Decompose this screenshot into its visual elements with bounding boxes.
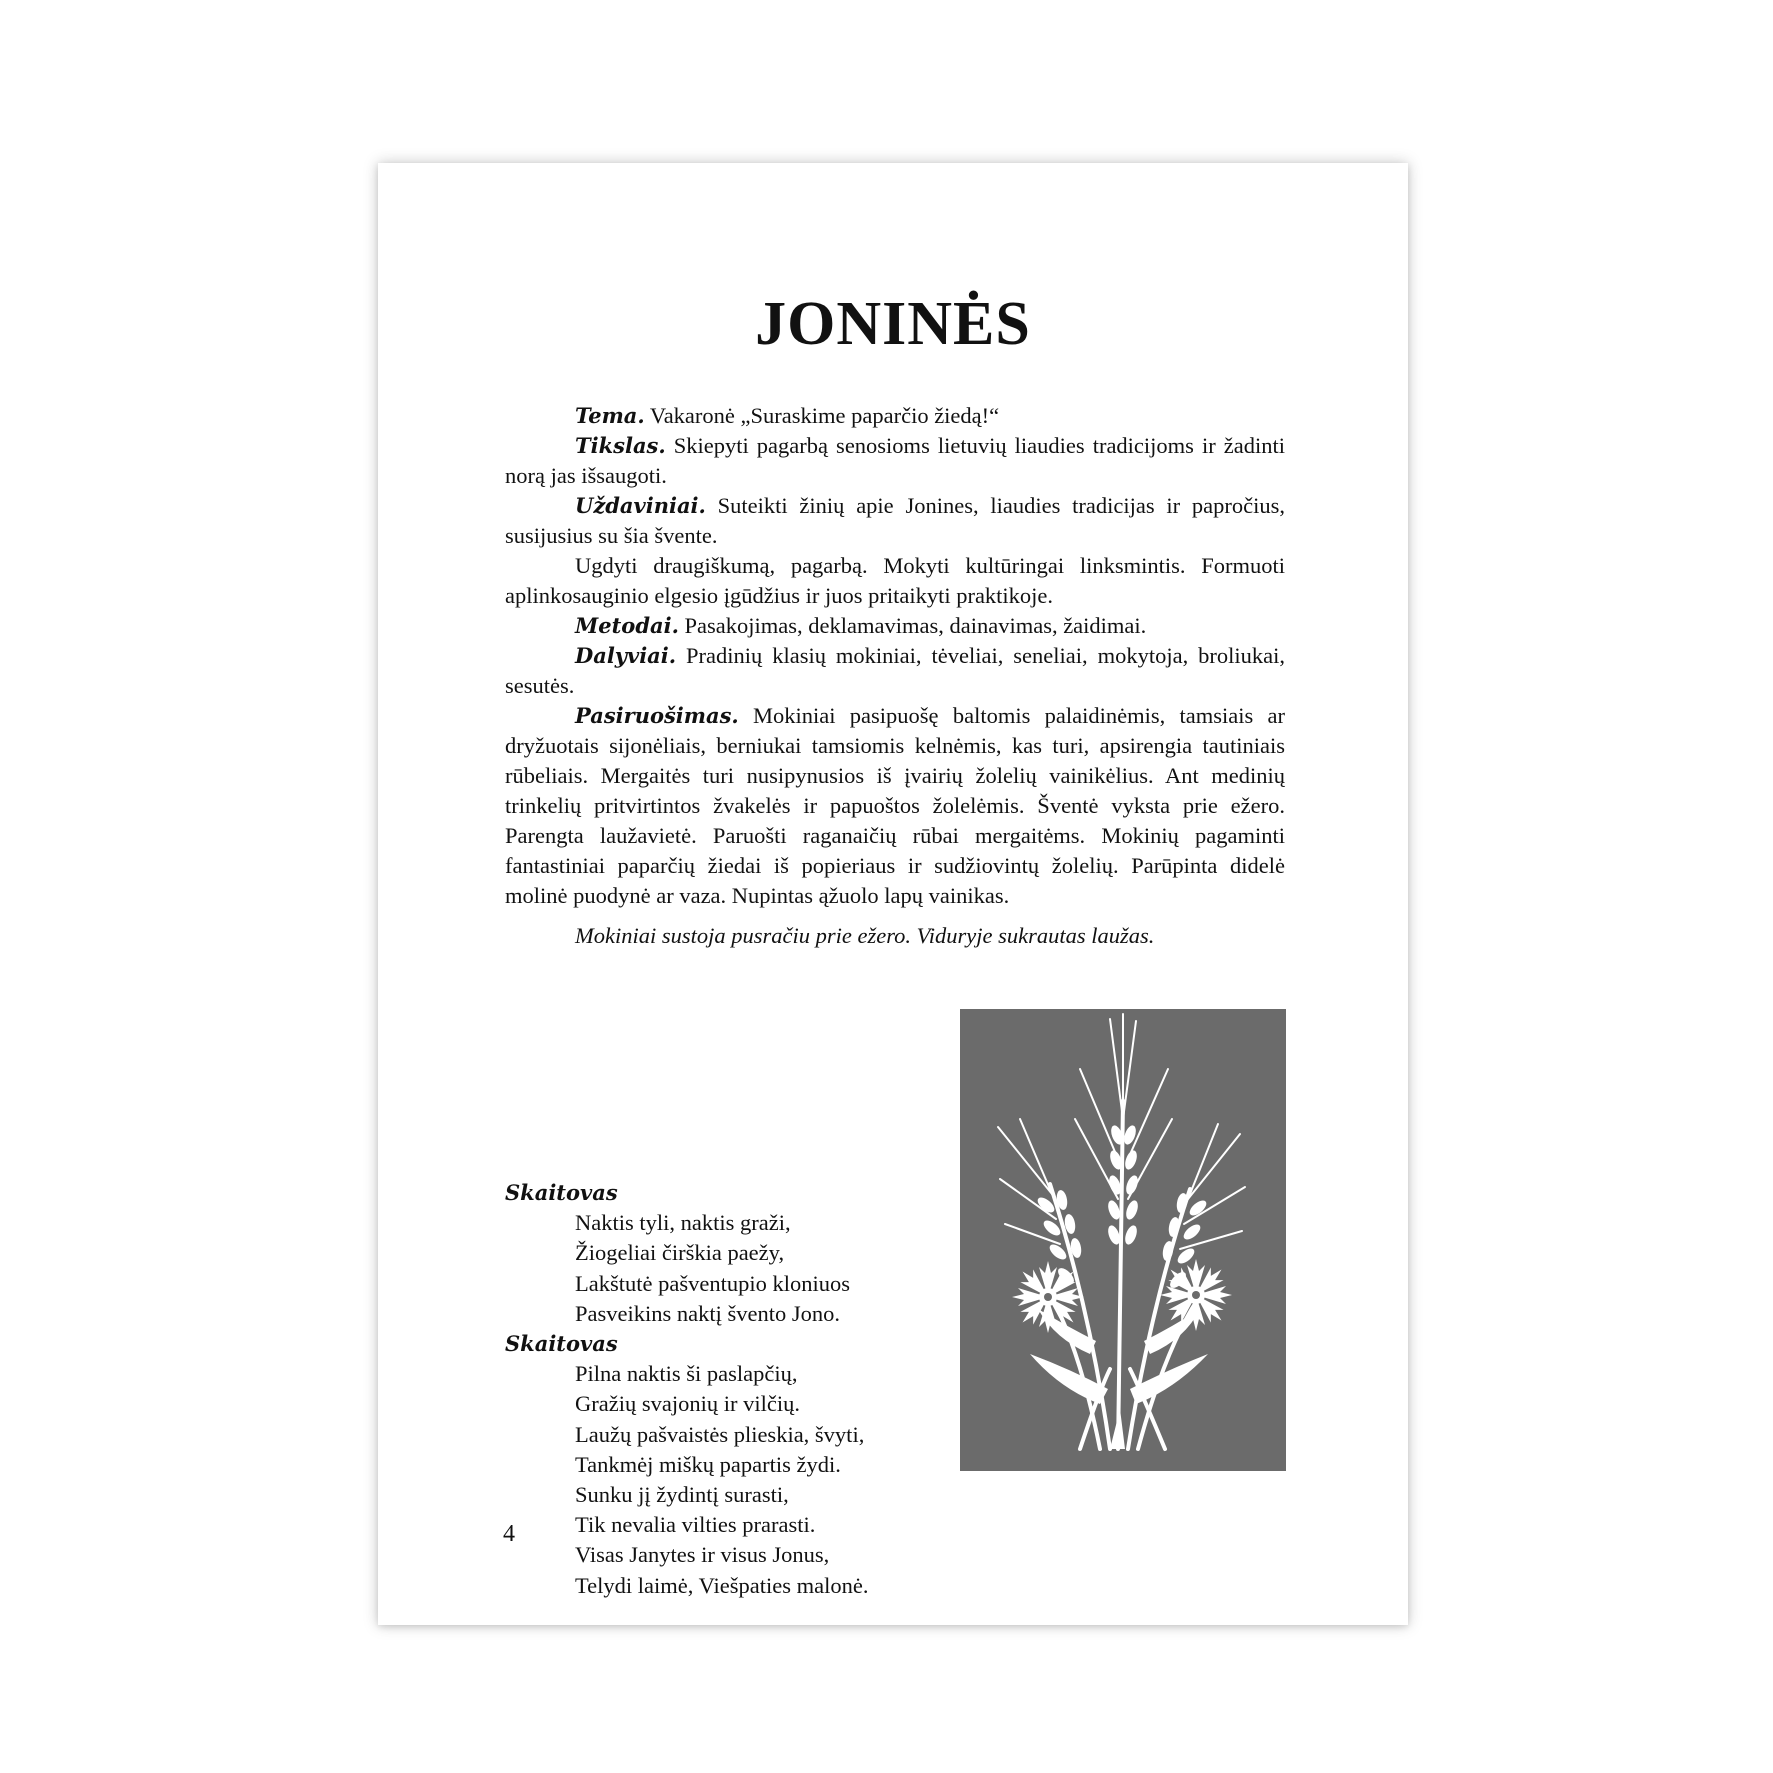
pasiruosimas-label: Pasiruošimas. [575,703,739,728]
tema-label: Tema. [575,403,645,428]
verse-line: Laužų pašvaistės plieskia, švyti, [575,1421,865,1447]
page-title: JONINĖS [755,290,1031,358]
dalyviai-paragraph [505,641,1285,701]
verse-line: Žiogeliai čirškia paežy, [575,1240,785,1266]
dalyviai-label: Dalyviai. [575,643,677,668]
uzdaviniai-label: Uždaviniai. [575,493,706,518]
uzdaviniai-paragraph [505,491,1285,551]
ugdyti-paragraph: Ugdyti draugiškumą, pagarbą. Mokyti kultūringai linksmintis. Formuoti aplinkosauginio elgesio įgūdžius ir juos pritaikyti praktikoje. [505,553,1285,608]
intro-section [505,401,1285,951]
speaker-label: Skaitovas [505,1331,618,1357]
dalyviai-text: Pradinių klasių mokiniai, tėveliai, seneliai, mokytoja, broliukai, sesutės. [505,643,1285,698]
page-number: 4 [503,1521,515,1547]
verse-line: Tik nevalia vilties prarasti. [575,1512,816,1538]
document-page [378,163,1408,1625]
verse-line: Telydi laimė, Viešpaties malonė. [575,1572,869,1598]
tikslas-label: Tikslas. [575,433,666,458]
uzdaviniai-text: Suteikti žinių apie Jonines, liaudies tradicijas ir papročius, susijusius su šia švente. [505,493,1285,548]
tikslas-text: Skiepyti pagarbą senosioms lietuvių liaudies tradicijoms ir žadinti norą jas išsaugoti. [505,433,1285,488]
speaker-label: Skaitovas [505,1180,618,1205]
metodai-label: Metodai. [575,613,679,638]
verse-line: Tankmėj miškų papartis žydi. [575,1451,841,1477]
stage-direction: Mokiniai sustoja pusračiu prie ežero. Viduryje sukrautas laužas. [575,923,1155,948]
verse-line: Visas Janytes ir visus Jonus, [575,1542,830,1568]
metodai-text: Pasakojimas, deklamavimas, dainavimas, žaidimai. [678,613,1147,638]
verse-line: Gražių svajonių ir vilčių. [575,1391,800,1417]
tema-text: Vakaronė „Suraskime paparčio žiedą!“ [644,403,1000,428]
pasiruosimas-text: Mokiniai pasipuošę baltomis palaidinėmis, tamsiais ar dryžuotais sijonėliais, berniukai tamsiomis kelnėmis, kas turi, apsirengia tautiniais rūbeliais. Mergaitės turi nusipynusios iš įvairių žolelių vainikėlius. Ant medinių trinkelių pritvirtintos žvakelės ir papuoštos žolelėmis. Šventė vyksta prie ežero. Parengta laužavietė. Paruošti raganaičių rūbai mergaitėms. Mokinių pagaminti fantastiniai paparčių žiedai iš popieriaus ir sudžiovintų žolelių. Parūpinta didelė molinė puodynė ar vaza. Nupintas ąžuolo lapų vainikas. [505,703,1285,908]
verse-section [505,1178,965,1601]
pasiruosimas-paragraph [505,701,1285,911]
verse-line: Sunku jį žydintį surasti, [575,1482,789,1508]
verse-line: Lakštutė pašventupio kloniuos [575,1270,850,1296]
verse-line: Pilna naktis ši paslapčių, [575,1361,798,1387]
wheat-and-cornflower-icon [960,1009,1286,1471]
verse-line: Naktis tyli, naktis graži, [575,1210,791,1236]
tema-paragraph [505,401,1285,431]
metodai-paragraph [505,611,1285,641]
tikslas-paragraph [505,431,1285,491]
verse-line: Pasveikins naktį švento Jono. [575,1300,840,1326]
